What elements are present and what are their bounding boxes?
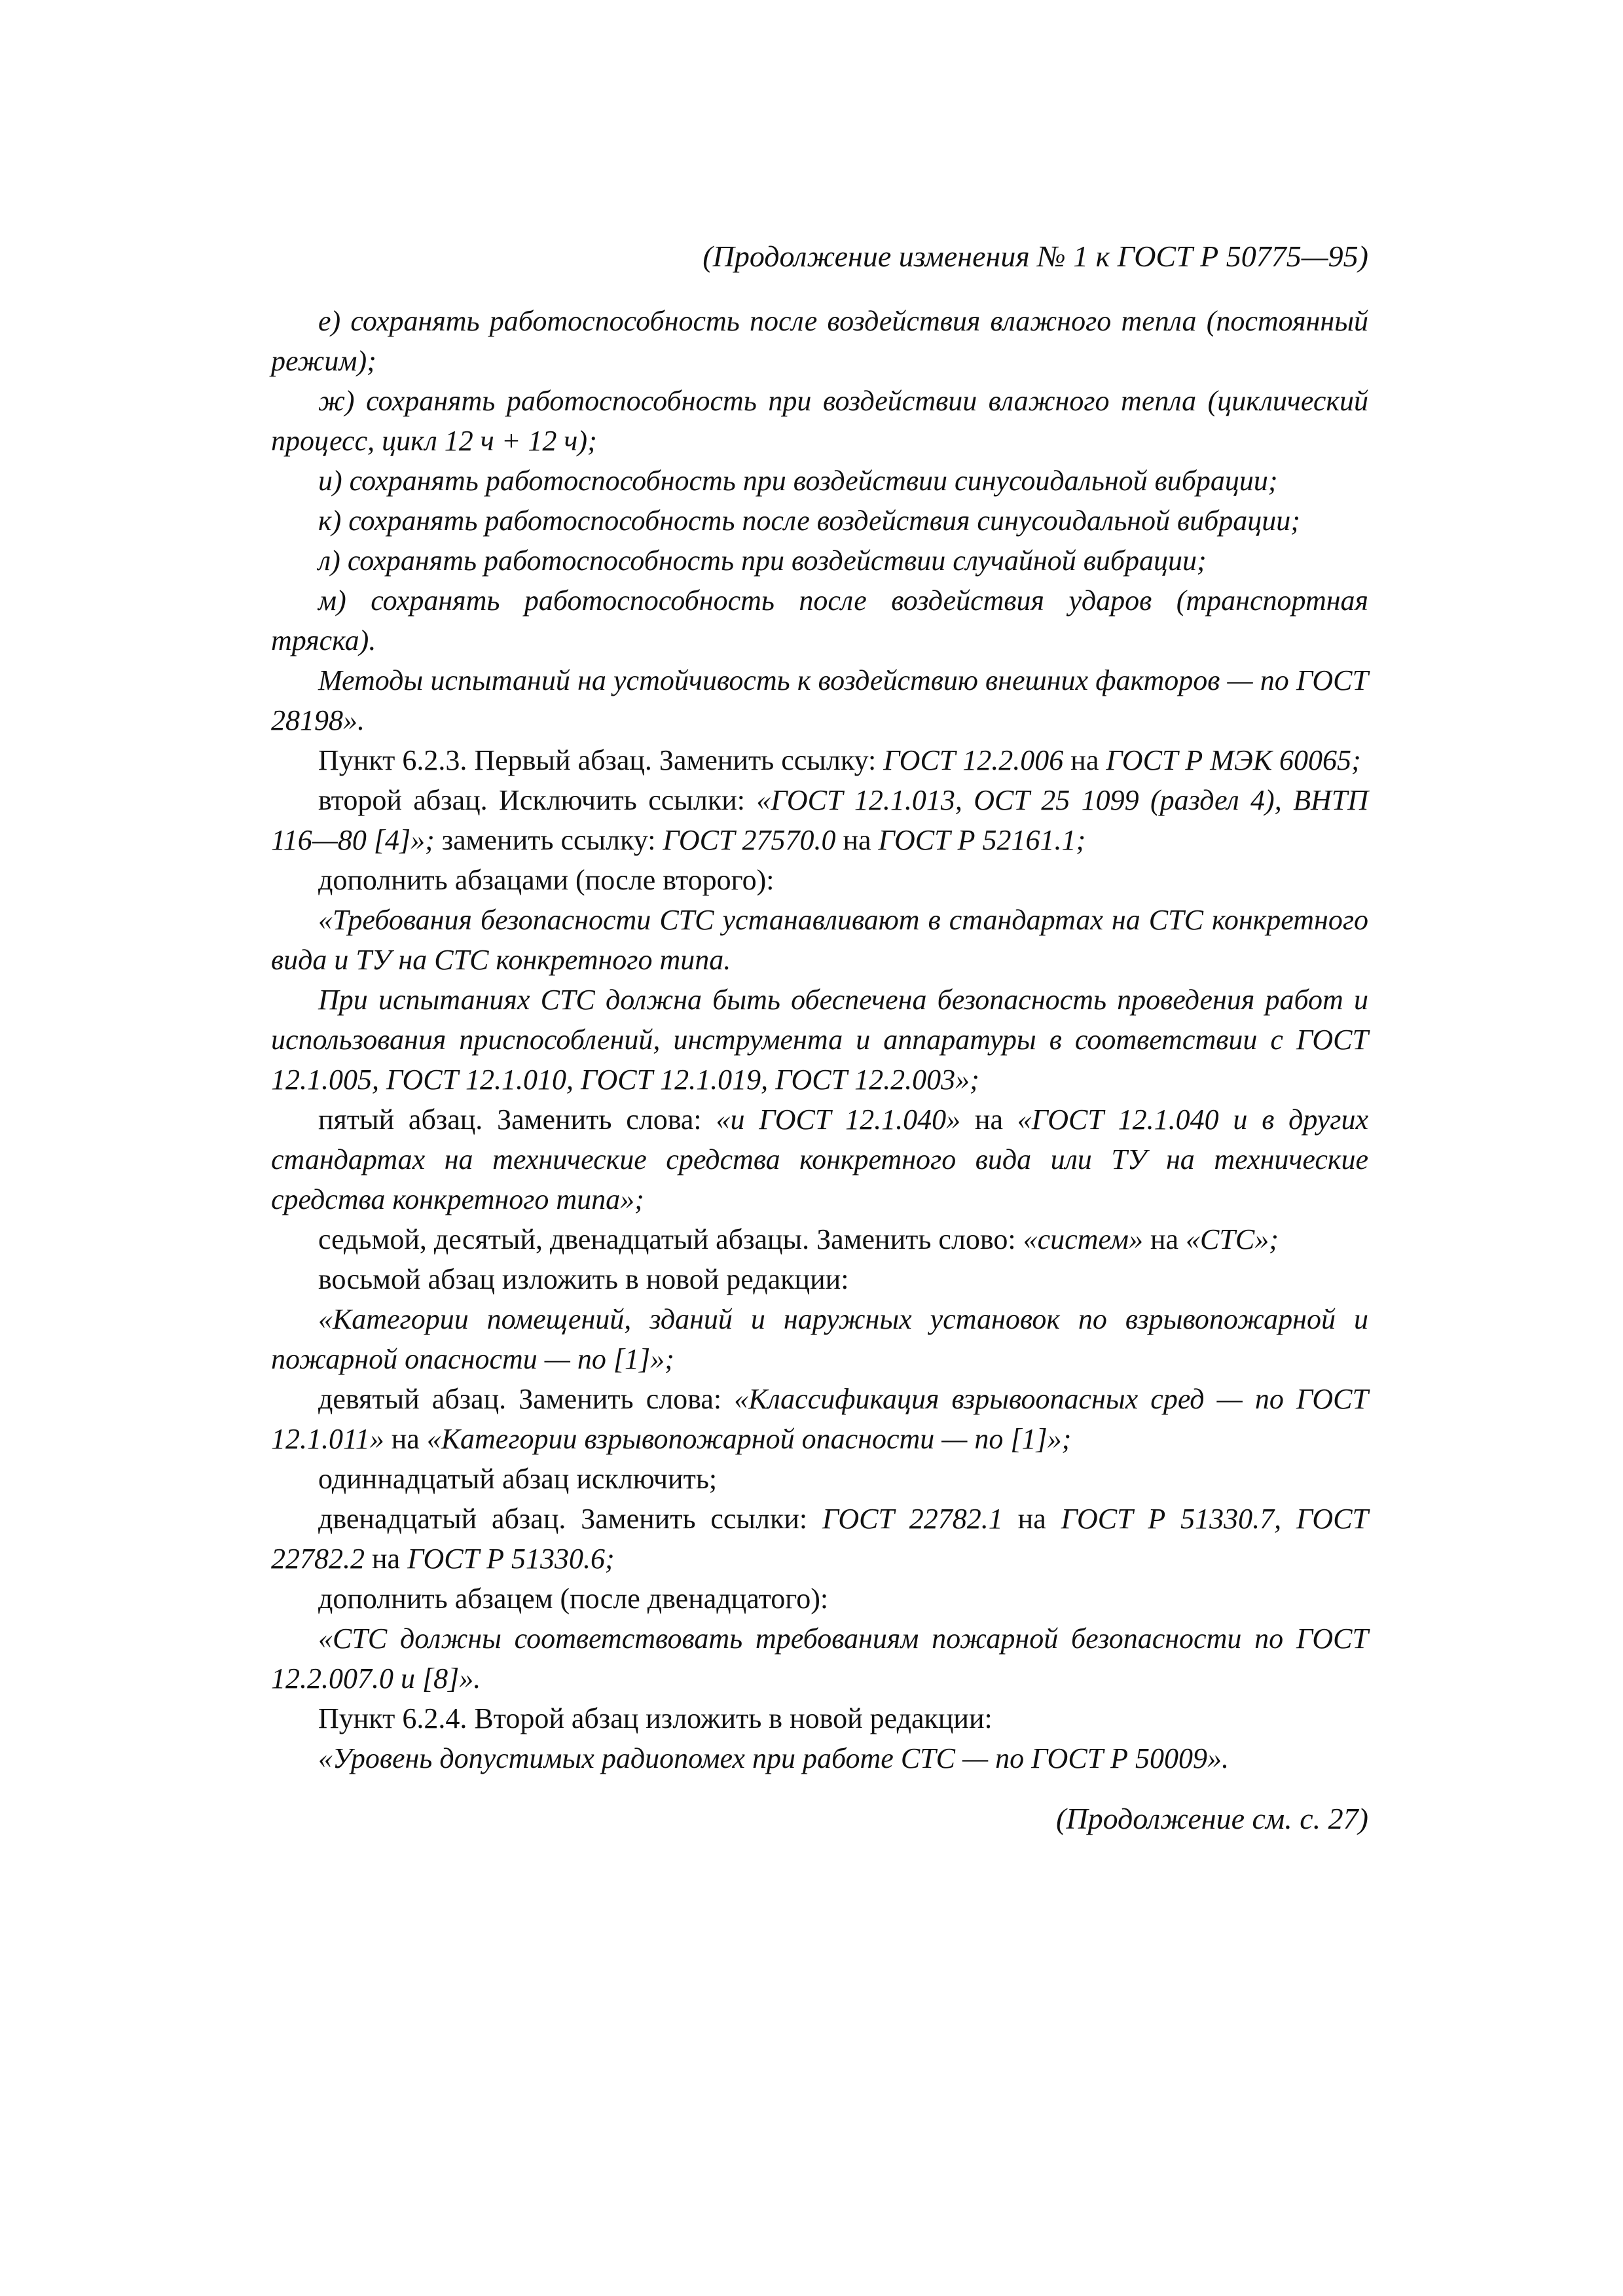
- paragraph: дополнить абзацами (после второго):: [318, 864, 775, 896]
- regular-text: Пункт 6.2.3. Первый абзац. Заменить ссылку:: [318, 744, 884, 776]
- regular-text: на: [365, 1543, 408, 1575]
- regular-text: седьмой, десятый, двенадцатый абзацы. Заменить слово:: [318, 1223, 1023, 1255]
- paragraph: [271, 1219, 1368, 1259]
- italic-text: ГОСТ Р МЭК 60065;: [1106, 744, 1361, 776]
- italic-text: «Классификация взрывоопасных сред — по ГОСТ 12.1.011»: [271, 1383, 1368, 1455]
- regular-text: на: [1002, 1503, 1061, 1535]
- paragraph: «Уровень допустимых радиопомех при работе СТС — по ГОСТ Р 50009».: [318, 1742, 1230, 1774]
- document-body: [271, 301, 1368, 1778]
- italic-text: ГОСТ Р 52161.1;: [878, 824, 1086, 856]
- italic-text: ГОСТ 27570.0: [663, 824, 836, 856]
- paragraph: м) сохранять работоспособность после воздействия ударов (транспортная тряска).: [271, 584, 1368, 656]
- paragraph: и) сохранять работоспособность при воздействии синусоидальной вибрации;: [318, 465, 1278, 497]
- regular-text: пятый абзац. Заменить слова:: [318, 1103, 716, 1136]
- paragraph: [271, 740, 1368, 780]
- paragraph: [271, 780, 1368, 860]
- regular-text: на: [835, 824, 879, 856]
- paragraph: восьмой абзац изложить в новой редакции:: [318, 1263, 849, 1295]
- regular-text: двенадцатый абзац. Заменить ссылки:: [318, 1503, 822, 1535]
- italic-text: «Категории взрывопожарной опасности — по [1]»;: [426, 1423, 1072, 1455]
- paragraph: «СТС должны соответствовать требованиям пожарной безопасности по ГОСТ 12.2.007.0 и [8]».: [271, 1623, 1368, 1695]
- italic-text: «и ГОСТ 12.1.040»: [716, 1103, 961, 1136]
- regular-text: второй абзац. Исключить ссылки:: [318, 784, 757, 816]
- regular-text: на: [960, 1103, 1017, 1136]
- italic-text: «СТС»;: [1186, 1223, 1279, 1255]
- paragraph: «Требования безопасности СТС устанавливают в стандартах на СТС конкретного вида и ТУ на СТС конкретного типа.: [271, 904, 1368, 976]
- italic-text: ГОСТ 22782.1: [822, 1503, 1003, 1535]
- italic-text: ГОСТ 12.2.006: [883, 744, 1064, 776]
- regular-text: на: [384, 1423, 427, 1455]
- paragraph: При испытаниях СТС должна быть обеспечена безопасность проведения работ и использования приспособлений, инструмента и аппаратуры в соответствии с ГОСТ 12.1.005, ГОСТ 12.1.010, ГОСТ 12.1.019, ГОСТ 12.2.003»;: [271, 984, 1368, 1096]
- paragraph: е) сохранять работоспособность после воздействия влажного тепла (постоянный режим);: [271, 305, 1368, 377]
- page-footer: (Продолжение см. с. 27): [1056, 1802, 1368, 1835]
- italic-text: ГОСТ Р 51330.6;: [407, 1543, 615, 1575]
- italic-text: ГОСТ Р 51330.7, ГОСТ 22782.2: [271, 1503, 1369, 1575]
- paragraph: [271, 1100, 1368, 1219]
- regular-text: девятый абзац. Заменить слова:: [318, 1383, 735, 1415]
- paragraph: [271, 1379, 1368, 1459]
- paragraph: дополнить абзацем (после двенадцатого):: [318, 1583, 829, 1615]
- paragraph: одиннадцатый абзац исключить;: [318, 1463, 718, 1495]
- page-header: (Продолжение изменения № 1 к ГОСТ Р 50775—95): [702, 240, 1368, 273]
- paragraph: Методы испытаний на устойчивость к воздействию внешних факторов — по ГОСТ 28198».: [271, 664, 1368, 736]
- paragraph: ж) сохранять работоспособность при воздействии влажного тепла (циклический процесс, цикл 12 ч + 12 ч);: [271, 385, 1368, 457]
- page-content: [271, 236, 1368, 1840]
- italic-text: «ГОСТ 12.1.040 и в других стандартах на технические средства конкретного вида или ТУ на технические средства конкретного типа»;: [271, 1103, 1368, 1215]
- regular-text: заменить ссылку:: [434, 824, 663, 856]
- italic-text: «систем»: [1023, 1223, 1143, 1255]
- regular-text: на: [1142, 1223, 1186, 1255]
- paragraph: к) сохранять работоспособность после воздействия синусоидальной вибрации;: [318, 505, 1300, 537]
- paragraph: [271, 1499, 1368, 1579]
- italic-text: «ГОСТ 12.1.013, ОСТ 25 1099 (раздел 4), ВНТП 116—80 [4]»;: [271, 784, 1368, 856]
- regular-text: на: [1063, 744, 1106, 776]
- paragraph: Пункт 6.2.4. Второй абзац изложить в новой редакции:: [318, 1702, 993, 1734]
- paragraph: «Категории помещений, зданий и наружных установок по взрывопожарной и пожарной опасности — по [1]»;: [271, 1303, 1368, 1375]
- paragraph: л) сохранять работоспособность при воздействии случайной вибрации;: [318, 545, 1207, 577]
